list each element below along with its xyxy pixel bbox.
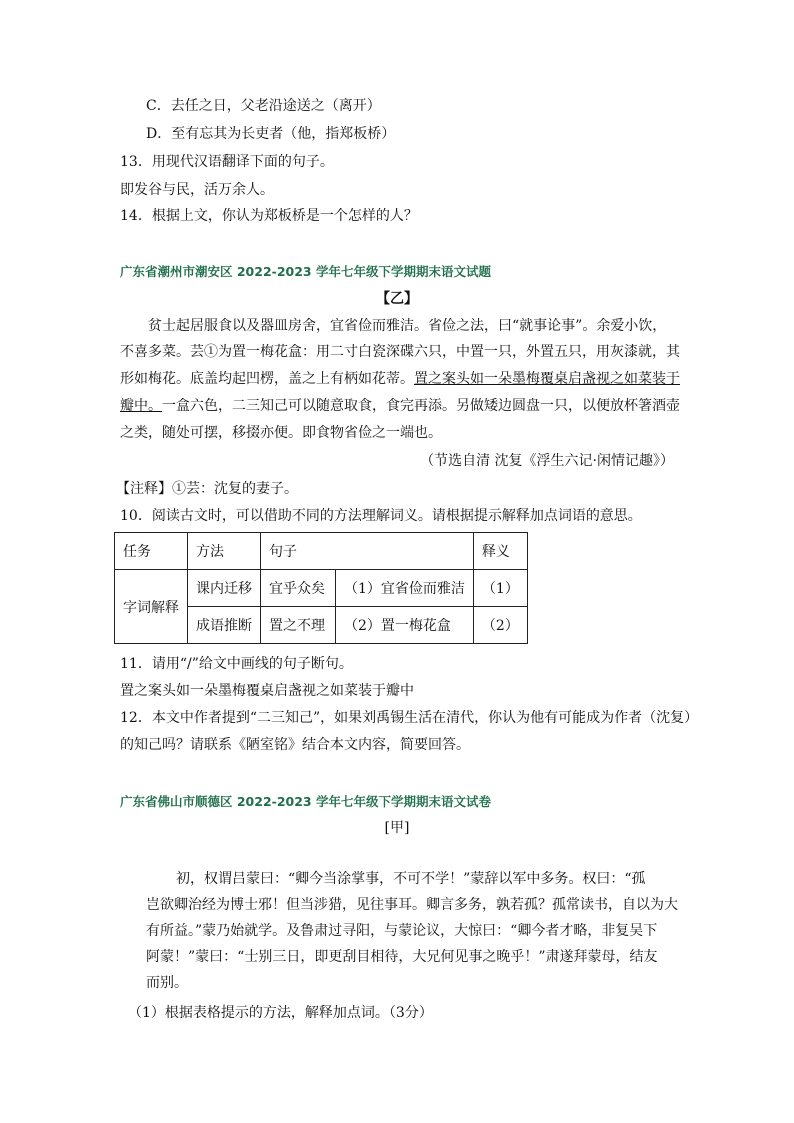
table-header: 释义 [473, 533, 527, 570]
table-cell-task: 字词解释 [115, 570, 188, 644]
citation: （节选自清 沈复《浮生六记·闲情记趣》） [420, 453, 674, 469]
vocab-table [114, 532, 528, 644]
annotation-note: 【注释】①芸：沈复的妻子。 [116, 481, 298, 497]
table-cell-sentence: （1）宜省俭而雅洁 [336, 570, 474, 607]
passage-line: 之类，随处可摆，移掇亦便。即食物省俭之一端也。 [120, 425, 442, 441]
table-cell-method: 成语推断 [188, 607, 261, 644]
passage-line: 岂欲卿治经为博士邪！但当涉猎，见往事耳。卿言多务，孰若孤？孤常读书，自以为大 [146, 897, 678, 913]
passage-line: 有所益。”蒙乃始就学。及鲁肃过寻阳，与蒙论议，大惊曰：“卿今者才略，非复吴下 [146, 923, 658, 939]
question-1: （1）根据表格提示的方法，解释加点词。（3分） [128, 1005, 433, 1021]
underlined-sentence: 置之案头如一朵墨梅覆桌启盏视之如菜装于 [414, 371, 680, 387]
section-label-jia: [甲] [384, 820, 410, 836]
question-14: 14．根据上文，你认为郑板桥是一个怎样的人？ [120, 208, 418, 224]
passage-line: 贫士起居服食以及器皿房舍，宜省俭而雅洁。省俭之法，曰“就事论事”。余爱小饮， [148, 318, 667, 334]
section-source-chaozhou: 广东省潮州市潮安区 2022-2023 学年七年级下学期期末语文试题 [120, 264, 491, 279]
table-header-row [115, 533, 528, 570]
table-header: 任务 [115, 533, 188, 570]
passage-line: 初，权谓吕蒙曰：“卿今当涂掌事，不可不学！”蒙辞以军中多务。权曰：“孤 [176, 871, 646, 887]
table-cell-answer: （1） [473, 570, 527, 607]
underlined-sentence: 瓣中。 [120, 398, 162, 414]
question-13-sentence: 即发谷与民，活万余人。 [120, 182, 274, 198]
table-cell-ref: 置之不理 [261, 607, 336, 644]
question-11-sentence: 置之案头如一朵墨梅覆桌启盏视之如菜装于瓣中 [120, 683, 414, 699]
section-label-yi: 【乙】 [376, 291, 418, 307]
table-cell-method: 课内迁移 [188, 570, 261, 607]
passage-text: 形如梅花。底盖均起凹楞，盖之上有柄如花蒂。 [120, 371, 414, 387]
passage-text: 一盒六色，二三知己可以随意取食，食完再添。另做矮边圆盘一只，以便放杯箸酒壶 [162, 398, 680, 414]
table-header: 句子 [261, 533, 474, 570]
question-12-cont: 的知己吗？请联系《陋室铭》结合本文内容，简要回答。 [120, 737, 470, 753]
passage-line [120, 396, 680, 416]
section-source-foshan: 广东省佛山市顺德区 2022-2023 学年七年级下学期期末语文试卷 [120, 794, 491, 809]
table-cell-ref: 宜乎众矣 [261, 570, 336, 607]
table-cell-sentence: （2）置一梅花盒 [336, 607, 474, 644]
question-11: 11．请用“/”给文中画线的句子断句。 [120, 656, 353, 672]
passage-line: 不喜多菜。芸①为置一梅花盒：用二寸白瓷深碟六只，中置一只，外置五只，用灰漆就，其 [120, 344, 680, 360]
option-d: D．至有忘其为长吏者（他，指郑板桥） [146, 126, 396, 142]
question-12: 12．本文中作者提到“二三知己”，如果刘禹锡生活在清代，你认为他有可能成为作者（沈复） [120, 710, 699, 726]
table-cell-answer: （2） [473, 607, 527, 644]
question-13: 13．用现代汉语翻译下面的句子。 [120, 154, 334, 170]
option-c: C．去任之日，父老沿途送之（离开） [146, 98, 381, 114]
question-10: 10．阅读古文时，可以借助不同的方法理解词义。请根据提示解释加点词语的意思。 [120, 508, 642, 524]
passage-line [120, 369, 680, 389]
table-row [115, 570, 528, 607]
passage-line: 阿蒙！”蒙曰：“士别三日，即更刮目相待，大兄何见事之晚乎！”肃遂拜蒙母，结友 [146, 949, 658, 965]
table-header: 方法 [188, 533, 261, 570]
passage-line: 而别。 [146, 975, 188, 991]
